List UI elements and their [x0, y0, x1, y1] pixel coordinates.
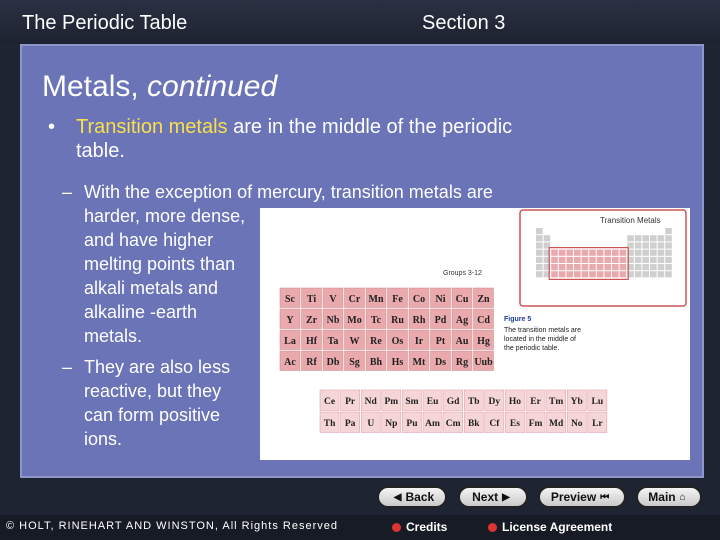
- inset-transition-cell: [597, 257, 604, 263]
- inset-transition-cell: [559, 250, 566, 256]
- inset-transition-cell: [589, 264, 596, 270]
- inset-cell: [665, 271, 672, 277]
- figure-svg: [260, 208, 690, 460]
- element-symbol: Ti: [306, 294, 317, 305]
- section-title: Section 3: [422, 12, 506, 34]
- inset-transition-cell: [604, 264, 611, 270]
- element-symbol: Pr: [345, 397, 356, 407]
- inset-cell: [658, 250, 665, 256]
- chapter-title: The Periodic Table: [22, 12, 188, 34]
- copyright-text: © HOLT, RINEHART AND WINSTON, All Rights Reserved: [6, 520, 338, 532]
- element-symbol: Hf: [305, 336, 318, 347]
- inset-transition-cell: [582, 257, 589, 263]
- element-symbol: Sc: [285, 294, 295, 305]
- inset-cell: [536, 264, 543, 270]
- element-symbol: Yb: [570, 397, 583, 407]
- element-symbol: Hg: [477, 336, 490, 347]
- inset-transition-cell: [589, 271, 596, 277]
- inset-cell: [627, 235, 634, 241]
- inset-transition-cell: [597, 250, 604, 256]
- bullet-marker: •: [48, 116, 56, 138]
- inset-transition-cell: [559, 264, 566, 270]
- inset-cell: [665, 257, 672, 263]
- inset-cell: [650, 242, 657, 248]
- inset-cell: [536, 235, 543, 241]
- inset-cell: [635, 264, 642, 270]
- element-symbol: Ce: [324, 397, 336, 407]
- element-symbol: Rf: [306, 357, 317, 368]
- caption-line-3: the periodic table.: [504, 345, 560, 352]
- inset-cell: [658, 242, 665, 248]
- element-symbol: W: [349, 336, 360, 347]
- element-symbol: Tm: [549, 397, 564, 407]
- element-symbol: Mo: [347, 315, 362, 326]
- element-symbol: Es: [509, 419, 520, 429]
- bullet-rest: are in the middle of the periodic table.: [76, 116, 513, 162]
- inset-cell: [642, 271, 649, 277]
- sub-bullet-2-text: They are also less reactive, but they can form positive ions.: [84, 357, 231, 449]
- element-symbol: No: [570, 419, 583, 429]
- element-symbol: Cm: [445, 419, 461, 429]
- inset-transition-cell: [620, 250, 627, 256]
- back-label: Back: [405, 490, 435, 504]
- element-symbol: Th: [323, 419, 336, 429]
- element-symbol: Cu: [455, 294, 469, 305]
- element-symbol: Lu: [591, 397, 604, 407]
- main-button[interactable]: [636, 486, 702, 508]
- element-symbol: Au: [455, 336, 469, 347]
- inset-transition-cell: [574, 271, 581, 277]
- inset-transition-cell: [582, 271, 589, 277]
- inset-transition-cell: [620, 264, 627, 270]
- element-symbol: Cd: [477, 315, 490, 326]
- inset-cell: [650, 235, 657, 241]
- sub-bullet-2-marker: –: [62, 357, 73, 377]
- inset-transition-cell: [582, 264, 589, 270]
- element-symbol: Np: [385, 419, 398, 429]
- element-symbol: Er: [530, 397, 541, 407]
- caption-line-1: The transition metals are: [504, 327, 582, 334]
- element-symbol: Ds: [434, 357, 447, 368]
- inset-transition-cell: [620, 271, 627, 277]
- inset-transition-cell: [604, 257, 611, 263]
- element-symbol: La: [284, 336, 296, 347]
- inset-transition-cell: [589, 257, 596, 263]
- inset-transition-cell: [604, 271, 611, 277]
- inset-cell: [635, 257, 642, 263]
- inset-cell: [650, 257, 657, 263]
- element-symbol: Pm: [384, 397, 399, 407]
- inset-cell: [635, 235, 642, 241]
- element-symbol: Fe: [392, 294, 403, 305]
- element-symbol: Nd: [364, 397, 377, 407]
- element-symbol: Pd: [434, 315, 447, 326]
- element-symbol: Rh: [412, 315, 426, 326]
- inset-transition-cell: [582, 250, 589, 256]
- bullet-text: [76, 115, 566, 163]
- preview-icon: ⏮: [600, 491, 610, 503]
- inset-cell: [650, 271, 657, 277]
- element-symbol: Pa: [344, 419, 356, 429]
- element-symbol: Tb: [467, 397, 480, 407]
- caption-title: Figure 5: [504, 316, 532, 323]
- next-button[interactable]: [458, 486, 528, 508]
- inset-cell: [544, 235, 551, 241]
- inset-transition-cell: [551, 257, 558, 263]
- transition-cells: [280, 288, 494, 371]
- caption-line-2: located in the middle of: [504, 336, 576, 343]
- inset-transition-cell: [559, 257, 566, 263]
- element-symbol: Pt: [435, 336, 446, 347]
- inset-transition-cell: [612, 250, 619, 256]
- inset-transition-cell: [612, 264, 619, 270]
- inset-transition-cell: [597, 264, 604, 270]
- inset-cell: [658, 264, 665, 270]
- inset-cell: [536, 271, 543, 277]
- bullet-highlight: Transition metals: [76, 116, 228, 138]
- element-symbol: Mt: [412, 357, 426, 368]
- next-label: Next: [472, 490, 499, 504]
- inset-label: Transition Metals: [600, 216, 661, 225]
- element-symbol: Zn: [477, 294, 490, 305]
- inset-cell: [658, 235, 665, 241]
- groups-label: Groups 3-12: [443, 270, 482, 277]
- element-symbol: Ni: [435, 294, 446, 305]
- inset-cell: [650, 264, 657, 270]
- inset-cell: [665, 264, 672, 270]
- inset-transition-cell: [612, 257, 619, 263]
- inset-cell: [658, 271, 665, 277]
- element-symbol: Am: [425, 419, 440, 429]
- title-main: Metals,: [42, 70, 139, 103]
- preview-label: Preview: [550, 490, 597, 504]
- license-label: License Agreement: [502, 520, 613, 534]
- main-label: Main: [648, 490, 676, 504]
- inset-cell: [642, 250, 649, 256]
- element-symbol: Sm: [405, 397, 419, 407]
- element-symbol: Pu: [406, 419, 418, 429]
- element-symbol: Tc: [370, 315, 382, 326]
- element-symbol: Bk: [467, 419, 480, 429]
- inset-cell: [536, 250, 543, 256]
- inset-transition-cell: [551, 264, 558, 270]
- element-symbol: Dy: [488, 397, 501, 407]
- inset-cell: [635, 271, 642, 277]
- inset-cell: [642, 264, 649, 270]
- preview-button[interactable]: [538, 486, 626, 508]
- inset-transition-cell: [566, 264, 573, 270]
- inset-transition-cell: [551, 271, 558, 277]
- inset-cell: [536, 228, 543, 234]
- inset-transition-cell: [604, 250, 611, 256]
- inset-cell: [536, 257, 543, 263]
- element-symbol: Sg: [349, 357, 360, 368]
- inset-transition-cell: [574, 257, 581, 263]
- inset-cell: [642, 242, 649, 248]
- inset-transition-cell: [574, 250, 581, 256]
- element-symbol: Fm: [528, 419, 543, 429]
- element-symbol: Db: [326, 357, 340, 368]
- element-symbol: Mn: [368, 294, 384, 305]
- back-arrow-icon: ◀: [393, 491, 402, 503]
- element-symbol: Ac: [284, 357, 296, 368]
- element-symbol: Cr: [348, 294, 361, 305]
- inset-transition-cell: [551, 250, 558, 256]
- element-symbol: Y: [286, 315, 294, 326]
- inset-transition-cell: [612, 271, 619, 277]
- sub-bullet-1-line1: With the exception of mercury, transition metals are: [84, 182, 493, 202]
- element-symbol: Ta: [327, 336, 339, 347]
- inset-cell: [635, 250, 642, 256]
- element-symbol: Ho: [508, 397, 522, 407]
- element-symbol: Ir: [414, 336, 424, 347]
- inset-cell: [658, 257, 665, 263]
- element-symbol: Gd: [446, 397, 460, 407]
- inset-cell: [635, 242, 642, 248]
- inset-cell: [642, 257, 649, 263]
- inset-cell: [665, 235, 672, 241]
- title-italic: continued: [147, 70, 278, 103]
- f-block-cells: [320, 390, 607, 433]
- inset-transition-cell: [620, 257, 627, 263]
- element-symbol: Co: [412, 294, 426, 305]
- inset-cell: [642, 235, 649, 241]
- inset-cell: [665, 242, 672, 248]
- inset-transition-cell: [566, 257, 573, 263]
- element-symbol: Md: [549, 419, 564, 429]
- slide-title: [42, 70, 277, 104]
- sub-bullet-1-wrap: harder, more dense, and have higher melting points than alkali metals and alkaline -earth metals.: [84, 206, 246, 346]
- inset-transition-cell: [559, 271, 566, 277]
- element-symbol: Uub: [474, 357, 493, 368]
- element-symbol: Cf: [489, 419, 500, 429]
- element-symbol: Rg: [455, 357, 469, 368]
- home-icon: ⌂: [679, 491, 686, 503]
- inset-transition-cell: [574, 264, 581, 270]
- inset-cell: [650, 250, 657, 256]
- periodic-table-figure: [260, 208, 690, 460]
- license-link[interactable]: [488, 520, 612, 534]
- inset-cell: [665, 228, 672, 234]
- inset-transition-cell: [589, 250, 596, 256]
- element-symbol: Ag: [455, 315, 469, 326]
- license-bullet-icon: [488, 523, 497, 532]
- element-symbol: Hs: [391, 357, 404, 368]
- credits-link[interactable]: [392, 520, 447, 534]
- sub-bullet-1-marker: –: [62, 182, 73, 202]
- element-symbol: Re: [370, 336, 382, 347]
- inset-transition-cell: [566, 250, 573, 256]
- inset-cell: [536, 242, 543, 248]
- element-symbol: V: [329, 294, 337, 305]
- inset-transition-cell: [597, 271, 604, 277]
- element-symbol: Ru: [391, 315, 404, 326]
- element-symbol: Os: [391, 336, 404, 347]
- next-arrow-icon: ▶: [502, 491, 510, 503]
- credits-bullet-icon: [392, 523, 401, 532]
- back-button[interactable]: [377, 486, 447, 508]
- credits-label: Credits: [406, 520, 448, 534]
- element-symbol: Bh: [369, 357, 383, 368]
- element-symbol: Eu: [426, 397, 439, 407]
- inset-cell: [665, 250, 672, 256]
- element-symbol: Zr: [305, 315, 318, 326]
- element-symbol: Lr: [592, 419, 603, 429]
- inset-transition-cell: [566, 271, 573, 277]
- element-symbol: U: [367, 419, 375, 429]
- element-symbol: Nb: [326, 315, 340, 326]
